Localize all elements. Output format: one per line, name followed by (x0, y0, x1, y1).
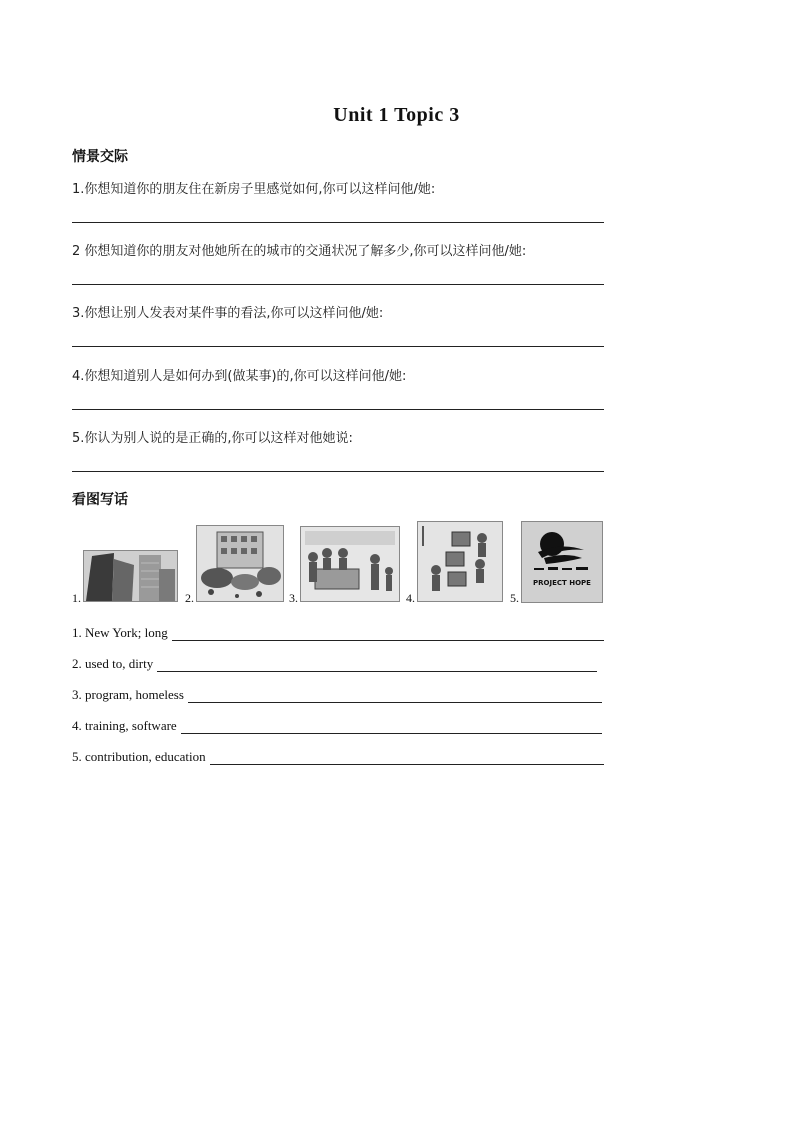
writing-prompt-4: 4. training, software (72, 718, 177, 733)
picture-number-2: 2. (185, 591, 194, 605)
writing-line-3[interactable] (188, 690, 602, 703)
picture-number-4: 4. (406, 591, 415, 605)
answer-line-5[interactable] (72, 471, 604, 472)
writing-line-5[interactable] (210, 752, 604, 765)
section-heading-picture-writing: 看图写话 (72, 492, 128, 508)
writing-item-4 (72, 718, 602, 734)
answer-line-2[interactable] (72, 284, 604, 285)
project-hope-logo-text: PROJECT HOPE (533, 579, 591, 587)
writing-prompt-3: 3. program, homeless (72, 687, 184, 702)
picture-number-3: 3. (289, 591, 298, 605)
writing-item-3 (72, 687, 602, 703)
question-3: 3.你想让别人发表对某件事的看法,你可以这样问他/她: (72, 306, 384, 321)
answer-line-4[interactable] (72, 409, 604, 410)
picture-skyscrapers (83, 550, 178, 602)
writing-prompt-1: 1. New York; long (72, 625, 168, 640)
writing-prompt-2: 2. used to, dirty (72, 656, 154, 671)
picture-number-1: 1. (72, 591, 81, 605)
answer-line-1[interactable] (72, 222, 604, 223)
question-5: 5.你认为别人说的是正确的,你可以这样对他她说: (72, 431, 353, 446)
writing-line-1[interactable] (172, 628, 604, 641)
writing-item-2 (72, 656, 597, 672)
question-1: 1.你想知道你的朋友住在新房子里感觉如何,你可以这样问他/她: (72, 182, 436, 197)
section-heading-situational: 情景交际 (72, 149, 128, 165)
writing-line-2[interactable] (157, 659, 597, 672)
picture-number-5: 5. (510, 591, 519, 605)
picture-project-hope-logo (521, 521, 603, 603)
page-title: Unit 1 Topic 3 (333, 104, 460, 126)
question-2: 2 你想知道你的朋友对他她所在的城市的交通状况了解多少,你可以这样问他/她: (72, 244, 527, 259)
question-4: 4.你想知道别人是如何办到(做某事)的,你可以这样问他/她: (72, 369, 407, 384)
writing-item-5 (72, 749, 604, 765)
answer-line-3[interactable] (72, 346, 604, 347)
writing-item-1 (72, 625, 604, 641)
picture-homeless-program (300, 526, 400, 602)
picture-dirty-street (196, 525, 284, 602)
writing-line-4[interactable] (181, 721, 602, 734)
writing-prompt-5: 5. contribution, education (72, 749, 206, 764)
picture-software-training (417, 521, 503, 602)
